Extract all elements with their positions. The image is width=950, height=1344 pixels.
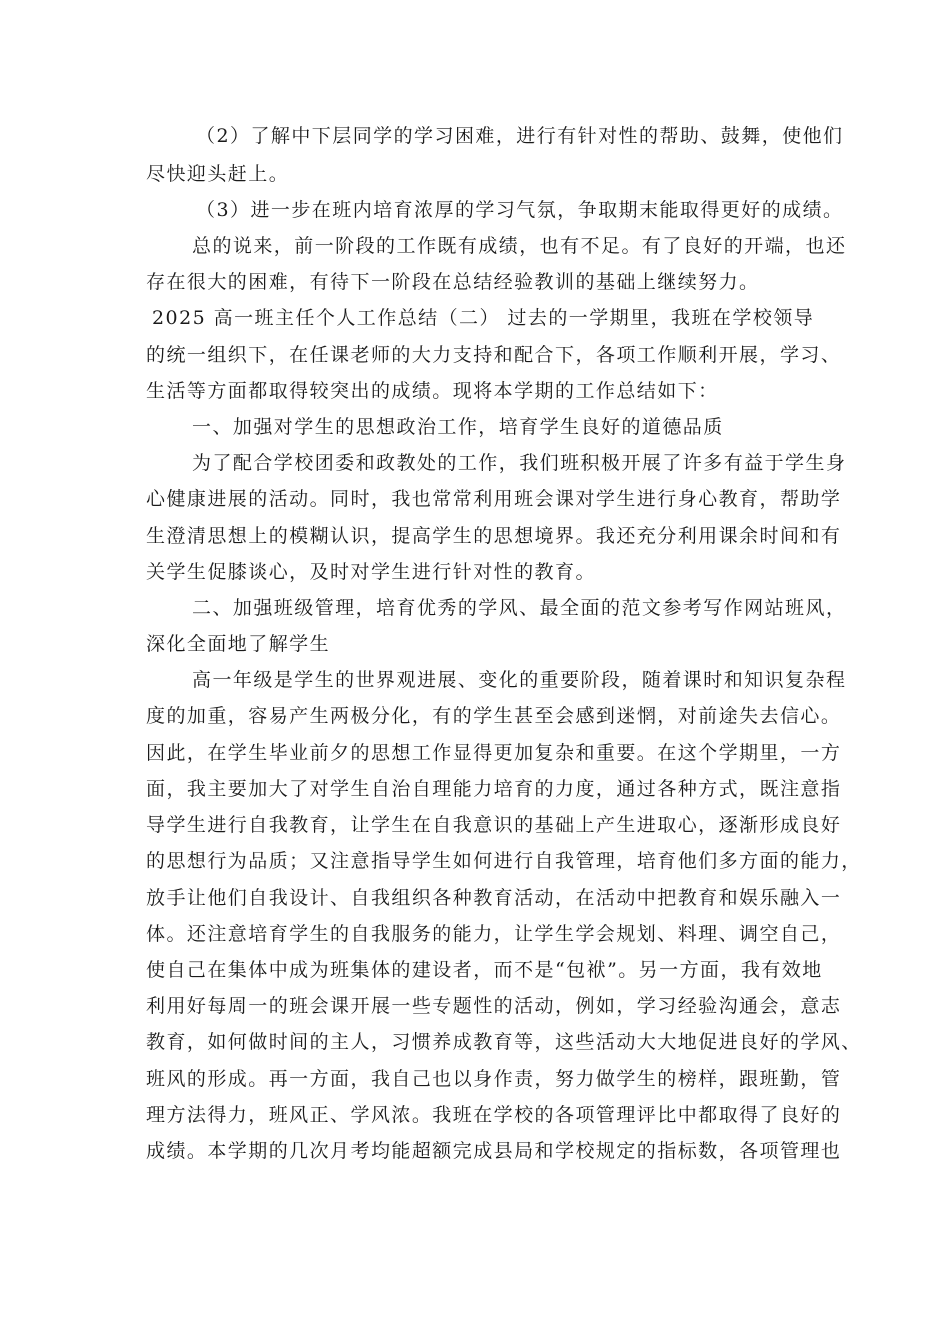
paragraph-line: （2）了解中下层同学的学习困难，进行有针对性的帮助、鼓舞，使他们 bbox=[196, 125, 844, 147]
paragraph-line: 的统一组织下，在任课老师的大力支持和配合下，各项工作顺利开展，学习、 bbox=[146, 344, 842, 366]
paragraph-line: 尽快迎头赶上。 bbox=[146, 163, 290, 185]
paragraph-line: 导学生进行自我教育，让学生在自我意识的基础上产生进取心，逐渐形成良好 bbox=[146, 814, 842, 836]
paragraph-line: 度的加重，容易产生两极分化，有的学生甚至会感到迷惘，对前途失去信心。 bbox=[146, 705, 842, 727]
paragraph-line: 体。还注意培育学生的自我服务的能力，让学生学会规划、料理、调空自己， bbox=[146, 923, 842, 945]
section-title-line: 2025 高一班主任个人工作总结（二） 过去的一学期里，我班在学校领导 bbox=[152, 307, 815, 329]
paragraph-line: 放手让他们自我设计、自我组织各种教育活动，在活动中把教育和娱乐融入一 bbox=[146, 887, 842, 909]
paragraph-line: 因此，在学生毕业前夕的思想工作显得更加复杂和重要。在这个学期里，一方 bbox=[146, 742, 842, 764]
paragraph-line: 生活等方面都取得较突出的成绩。现将本学期的工作总结如下： bbox=[146, 380, 719, 402]
section-heading: 一、加强对学生的思想政治工作，培育学生良好的道德品质 bbox=[192, 416, 724, 438]
paragraph-line: 班风的形成。再一方面，我自己也以身作责，努力做学生的榜样，跟班勤，管 bbox=[146, 1068, 842, 1090]
paragraph-line: 为了配合学校团委和政教处的工作，我们班积极开展了许多有益于学生身 bbox=[192, 452, 847, 474]
paragraph-line: 成绩。本学期的几次月考均能超额完成县局和学校规定的指标数，各项管理也 bbox=[146, 1140, 842, 1162]
paragraph-line: 高一年级是学生的世界观进展、变化的重要阶段，随着课时和知识复杂程 bbox=[192, 669, 847, 691]
paragraph-line: 存在很大的困难，有待下一阶段在总结经验教训的基础上继续努力。 bbox=[146, 271, 760, 293]
paragraph-line: （3）进一步在班内培育浓厚的学习气氛，争取期末能取得更好的成绩。 bbox=[196, 199, 844, 221]
paragraph-line: 面，我主要加大了对学生自治自理能力培育的力度，通过各种方式，既注意指 bbox=[146, 778, 842, 800]
paragraph-line: 利用好每周一的班会课开展一些专题性的活动，例如，学习经验沟通会，意志 bbox=[146, 995, 842, 1017]
section-heading: 二、加强班级管理，培育优秀的学风、最全面的范文参考写作网站班风， bbox=[192, 597, 847, 619]
paragraph-line: 心健康进展的活动。同时，我也常常利用班会课对学生进行身心教育，帮助学 bbox=[146, 488, 842, 510]
section-heading-continued: 深化全面地了解学生 bbox=[146, 633, 331, 655]
paragraph-line: 教育，如何做时间的主人，习惯养成教育等，这些活动大大地促进良好的学风、 bbox=[146, 1031, 862, 1053]
paragraph-line: 的思想行为品质；又注意指导学生如何进行自我管理，培育他们多方面的能力， bbox=[146, 850, 862, 872]
paragraph-line: 总的说来，前一阶段的工作既有成绩，也有不足。有了良好的开端，也还 bbox=[192, 235, 847, 257]
paragraph-line: 关学生促膝谈心，及时对学生进行针对性的教育。 bbox=[146, 561, 596, 583]
paragraph-line: 理方法得力，班风正、学风浓。我班在学校的各项管理评比中都取得了良好的 bbox=[146, 1104, 842, 1126]
paragraph-line: 使自己在集体中成为班集体的建设者，而不是“包袱”。另一方面，我有效地 bbox=[146, 959, 823, 981]
paragraph-line: 生澄清思想上的模糊认识，提高学生的思想境界。我还充分利用课余时间和有 bbox=[146, 525, 842, 547]
